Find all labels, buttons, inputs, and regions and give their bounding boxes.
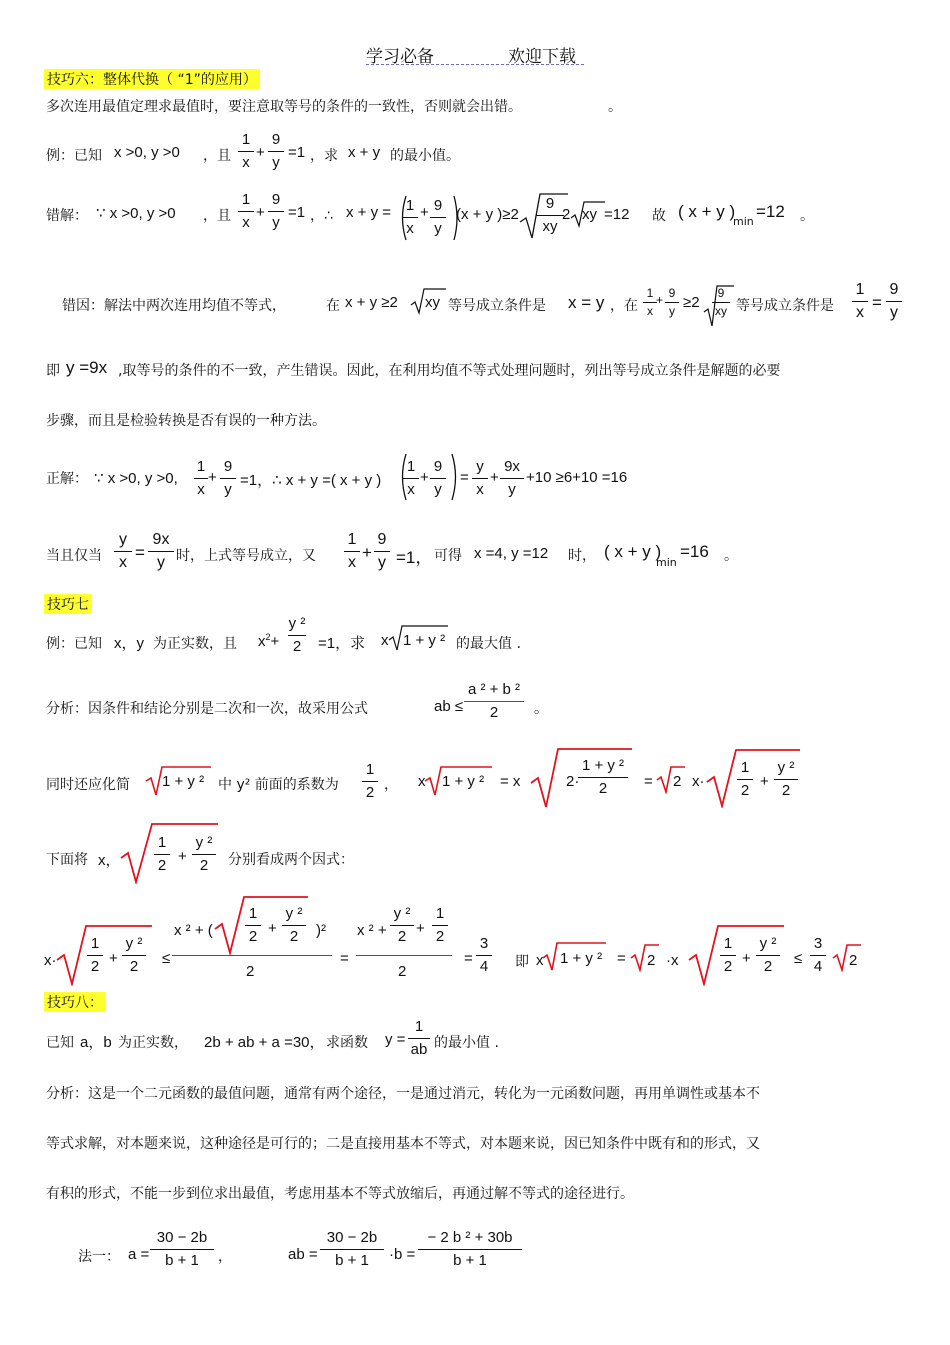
frac-a2b2-over-2: a ² + b ² 2 [464, 680, 524, 723]
frac-1-over-x: 1 x [194, 457, 208, 500]
frac-1-over-x-small: 1 x [643, 286, 657, 319]
s6-cause-eqsign: = [872, 293, 882, 312]
frac-y-over-x: y x [114, 530, 132, 573]
s8-text1: 为正实数， [118, 1035, 188, 1051]
frac-1-over-x: 1 x [238, 130, 254, 173]
big-frac1-den: 2 [246, 963, 255, 980]
one-plus-y2: 1 + y ² [560, 950, 603, 967]
s7-ineq-le2: ≤ [794, 950, 803, 967]
s6-right-plus: + [490, 469, 499, 486]
frac-1-over-2: 1 2 [362, 760, 378, 803]
s6-cause-line2-a: 即 [46, 363, 60, 379]
s8-m1-b: ·b = [389, 1246, 416, 1263]
frac-3-over-4: 3 4 [476, 934, 492, 977]
s7-ineq-ji: 即 [515, 954, 529, 970]
s6-right-eq1: =1，∴ x + y =( x + y ) [240, 472, 382, 489]
s8-m1-comma: ， [218, 1249, 232, 1265]
s6-cause-x-eq-y: x = y [568, 293, 605, 312]
frac-9-over-xy-small: 9 xy [712, 286, 730, 319]
s7-ineq-x: x· [44, 952, 57, 969]
s8-ana3: 有积的形式，不能一步到位求出最值，考虑用基本不等式放缩后，再通过解不等式的途径进行。 [46, 1186, 634, 1202]
s7-below-label: 下面将 [46, 852, 88, 868]
s7-ineq-num1: x ² + ( [174, 922, 213, 939]
s8-text2: 求函数 [326, 1035, 368, 1051]
s6-cause-eqcond2: 等号成立条件是 [736, 298, 834, 314]
s6-when-minsub: min [656, 556, 677, 569]
plus-sign: + [760, 773, 769, 790]
s7-ex-text: 为正实数，且 [153, 636, 237, 652]
s7-same-comma: ， [384, 777, 398, 793]
s7-ana-label: 分析：因条件和结论分别是二次和一次，故采用公式 [46, 701, 368, 717]
s8-given: 已知 [46, 1035, 74, 1051]
s6-cause-in: 在 [326, 298, 340, 314]
s7-same-x2: x· [692, 773, 705, 790]
s7-same-eq2: = [644, 773, 653, 790]
frac-9-over-y: 9 y [374, 530, 390, 573]
s6-right-eq2: = [460, 469, 469, 486]
frac-2b2-30b-over-b1: − 2 b ² + 30b b + 1 [418, 1228, 522, 1271]
frac-y-over-x: y x [472, 457, 488, 500]
frac-9-over-y: 9 y [220, 457, 236, 500]
s7-ana-tail: 。 [534, 701, 548, 717]
s7-ana-ab: ab ≤ [434, 698, 464, 715]
frac-1-over-2: 1 2 [737, 758, 753, 801]
frac-y2-over-2: y ² 2 [122, 934, 146, 977]
s7-ineq-num1b: )² [316, 922, 326, 939]
frac-9-over-y: 9 y [430, 196, 446, 239]
big-frac2-den: 2 [398, 963, 407, 980]
frac-1-over-2: 1 2 [432, 904, 448, 947]
s6-ex-xy: x + y [348, 144, 381, 161]
fraction-bar-red [172, 955, 332, 956]
s6-wrong-eq1: =1 [288, 204, 306, 221]
plus-sign: + [256, 144, 265, 161]
s8-vars: a，b [80, 1034, 112, 1051]
s6-cause-in2: ，在 [610, 298, 638, 314]
frac-30-2b-over-b1: 30 − 2b b + 1 [320, 1228, 384, 1271]
frac-y2-over-2: y ² 2 [774, 758, 798, 801]
s6-when-get: 可得 [434, 548, 462, 564]
s6-wrong-min12: =12 [756, 202, 785, 221]
header-right: 欢迎下载 [508, 47, 576, 67]
s6-right-label: 正解： [46, 471, 88, 487]
frac-9-over-y: 9 y [886, 280, 902, 323]
frac-9-over-xy: 9 xy [536, 194, 564, 237]
header-left: 学习必备 [366, 47, 434, 67]
s6-ex-and: ，且 [203, 148, 231, 164]
s7-same-sq2: 2 [673, 773, 682, 790]
s8-ana2: 等式求解，对本题来说，这种途径是可行的；二是直接用基本不等式，对本题来说，因已知条件中既有和的形式，又 [46, 1136, 760, 1152]
s7-same-mid: 中 y² 前面的系数为 [218, 777, 339, 793]
frac-1-over-2: 1 2 [154, 833, 170, 876]
s7-ex-vars: x，y [114, 635, 145, 652]
frac-9-over-y: 9 y [268, 130, 284, 173]
frac-9x-over-y: 9x y [500, 457, 524, 500]
s6-cause-line3: 步骤，而且是检验转换是否有误的一种方法。 [46, 413, 326, 429]
plus-sign: + [420, 469, 429, 486]
frac-1-over-x: 1 x [403, 457, 419, 500]
s7-ineq-eq: = [340, 950, 349, 967]
s6-cause-ge2: ≥2 [683, 294, 700, 311]
s7-same-eq: = x [500, 773, 521, 790]
frac-3-over-4: 3 4 [810, 934, 826, 977]
frac-9x-over-y: 9x y [148, 530, 174, 573]
plus-sign: + [256, 204, 265, 221]
s7-ineq-2: 2 [849, 952, 858, 969]
frac-1-over-2: 1 2 [245, 904, 261, 947]
s6-ex-ask: ，求 [310, 148, 338, 164]
frac-1-over-x: 1 x [402, 196, 418, 239]
s6-ex-label: 例：已知 [46, 148, 102, 164]
s6-wrong-eq12: =12 [604, 206, 630, 223]
s8-m1-label: 法一： [78, 1249, 120, 1265]
s8-m1-a: a = [128, 1246, 150, 1263]
plus-sign: + [208, 469, 217, 486]
s6-when-min: ( x + y ) [604, 542, 662, 561]
one-plus-y2: 1 + y ² [403, 632, 446, 649]
xy-text: xy [425, 294, 440, 311]
s7-ineq-eq2: = [464, 950, 473, 967]
s6-cause-eqcond1: 等号成立条件是 [448, 298, 546, 314]
sqrt-2 [630, 942, 660, 972]
s6-wrong-label: 错解： [46, 208, 88, 224]
s7-ex-eq1: =1，求 [318, 635, 366, 652]
s8-ana1: 分析：这是一个二元函数的最值问题，通常有两个途径，一是通过消元，转化为一元函数问题，再用单调性或基本不 [46, 1086, 760, 1102]
s6-wrong-tail: 。 [800, 208, 814, 224]
frac-9-over-y-small: 9 y [665, 286, 679, 319]
frac-y2-over-2: y ² 2 [756, 934, 780, 977]
s6-wrong-mul: (x + y )≥2 [456, 206, 519, 223]
plus-sign: + [109, 950, 118, 967]
s6-wrong-therefore: ，∴ [310, 208, 333, 224]
frac-1-over-x: 1 x [852, 280, 868, 323]
s7-ex-ask: 的最大值 . [456, 636, 521, 652]
s7-below-x: x， [98, 852, 121, 869]
s7-below-tail: 分别看成两个因式： [228, 852, 354, 868]
s6-right-cond: ∵ x >0, y >0, [94, 470, 178, 487]
frac-y2-over-2: y ² 2 [192, 833, 216, 876]
s6-cause-line2-c: ,取等号的条件的不一致，产生错误。因此，在利用均值不等式处理问题时，列出等号成立条件是解题的必要 [118, 363, 781, 379]
s8-m1-ab: ab = [288, 1246, 318, 1263]
header-rule [366, 64, 584, 65]
s6-when-time: 时， [568, 548, 596, 564]
sqrt-2 [832, 942, 862, 972]
plus-sign: + [656, 293, 664, 307]
section7-title: 技巧七 [44, 594, 92, 614]
frac-9-over-y: 9 y [268, 190, 284, 233]
s7-ineq-dot: ·x [666, 952, 679, 969]
s8-text3: 的最小值 . [434, 1035, 499, 1051]
plus-sign: + [178, 848, 187, 865]
s8-cond: 2b + ab + a =30， [204, 1034, 325, 1051]
plus-sign: + [268, 920, 277, 937]
s6-when-min16: =16 [680, 542, 709, 561]
plus-sign: + [362, 543, 372, 562]
s7-ineq-num2: x ² + [357, 922, 387, 939]
s7-same-x: x [418, 773, 426, 790]
s7-same-label: 同时还应化简 [46, 777, 130, 793]
s6-when-label: 当且仅当 [46, 548, 102, 564]
fraction-bar-red [356, 955, 452, 956]
one-plus-y2: 1 + y ² [442, 773, 485, 790]
s6-ex-ask2: 的最小值。 [390, 148, 460, 164]
s6-wrong-2: 2 [562, 206, 571, 223]
s6-wrong-min: ( x + y ) [678, 202, 736, 221]
frac-1-over-x: 1 x [238, 190, 254, 233]
s6-intro-tail: 。 [608, 99, 622, 115]
sqrt-2 [656, 764, 686, 794]
s6-wrong-xy: x + y = [346, 204, 392, 221]
s8-y: y = [385, 1031, 406, 1048]
s6-ex-eq: =1 [288, 144, 306, 161]
s6-when-eq1: =1， [396, 548, 433, 567]
s7-ineq-x2: x [536, 952, 544, 969]
s6-wrong-so: 故 [652, 208, 666, 224]
frac-1-over-2: 1 2 [720, 934, 736, 977]
s6-wrong-and: ，且 [203, 208, 231, 224]
s6-cause-ineq1: x + y ≥2 [345, 294, 398, 311]
frac-1y2-over-2: 1 + y ² 2 [578, 756, 628, 799]
frac-y2-over-2: y ² 2 [390, 904, 414, 947]
s6-right-tail: +10 ≥6+10 =16 [526, 469, 628, 486]
plus-sign: + [416, 920, 425, 937]
frac-9-over-y: 9 y [430, 457, 446, 500]
s6-wrong-minsub: min [733, 215, 754, 228]
frac-30-2b-over-b1: 30 − 2b b + 1 [150, 1228, 214, 1271]
plus-sign: + [420, 204, 429, 221]
sqrt2-2: 2 [647, 952, 656, 969]
s6-when-tail: 。 [724, 548, 738, 564]
s6-ex-cond: x >0, y >0 [114, 144, 180, 161]
s7-same-2: 2· [566, 773, 580, 790]
s6-when-eq: = [135, 543, 145, 562]
section6-title: 技巧六：整体代换（ “1”的应用） [44, 69, 260, 89]
frac-1-over-ab: 1 ab [408, 1017, 430, 1060]
s6-intro: 多次连用最值定理求最值时，要注意取等号的条件的一致性，否则就会出错。 [46, 99, 522, 115]
s6-when-text: 时，上式等号成立，又 [176, 548, 316, 564]
s7-ineq-eq3: = [617, 950, 626, 967]
one-plus-y2: 1 + y ² [162, 773, 205, 790]
section8-title: 技巧八： [44, 992, 106, 1012]
plus-sign: + [742, 950, 751, 967]
s7-ineq-le: ≤ [162, 950, 171, 967]
s7-ex-x: x [381, 632, 389, 649]
s6-cause-label: 错因：解法中两次连用均值不等式， [62, 298, 286, 314]
s7-ex-label: 例：已知 [46, 636, 102, 652]
frac-1-over-2: 1 2 [87, 934, 103, 977]
frac-y2-over-2: y ² 2 [282, 904, 306, 947]
frac-y2-over-2: y ² 2 [288, 615, 306, 655]
frac-1-over-x: 1 x [344, 530, 360, 573]
s6-cause-line2-b: y =9x [66, 358, 108, 377]
s6-wrong-sqxy: xy [582, 206, 597, 223]
s6-wrong-since: ∵ x >0, y >0 [96, 205, 176, 222]
x-squared-plus: $x^2+$ [258, 632, 280, 650]
s6-when-vals: x =4, y =12 [474, 545, 549, 562]
